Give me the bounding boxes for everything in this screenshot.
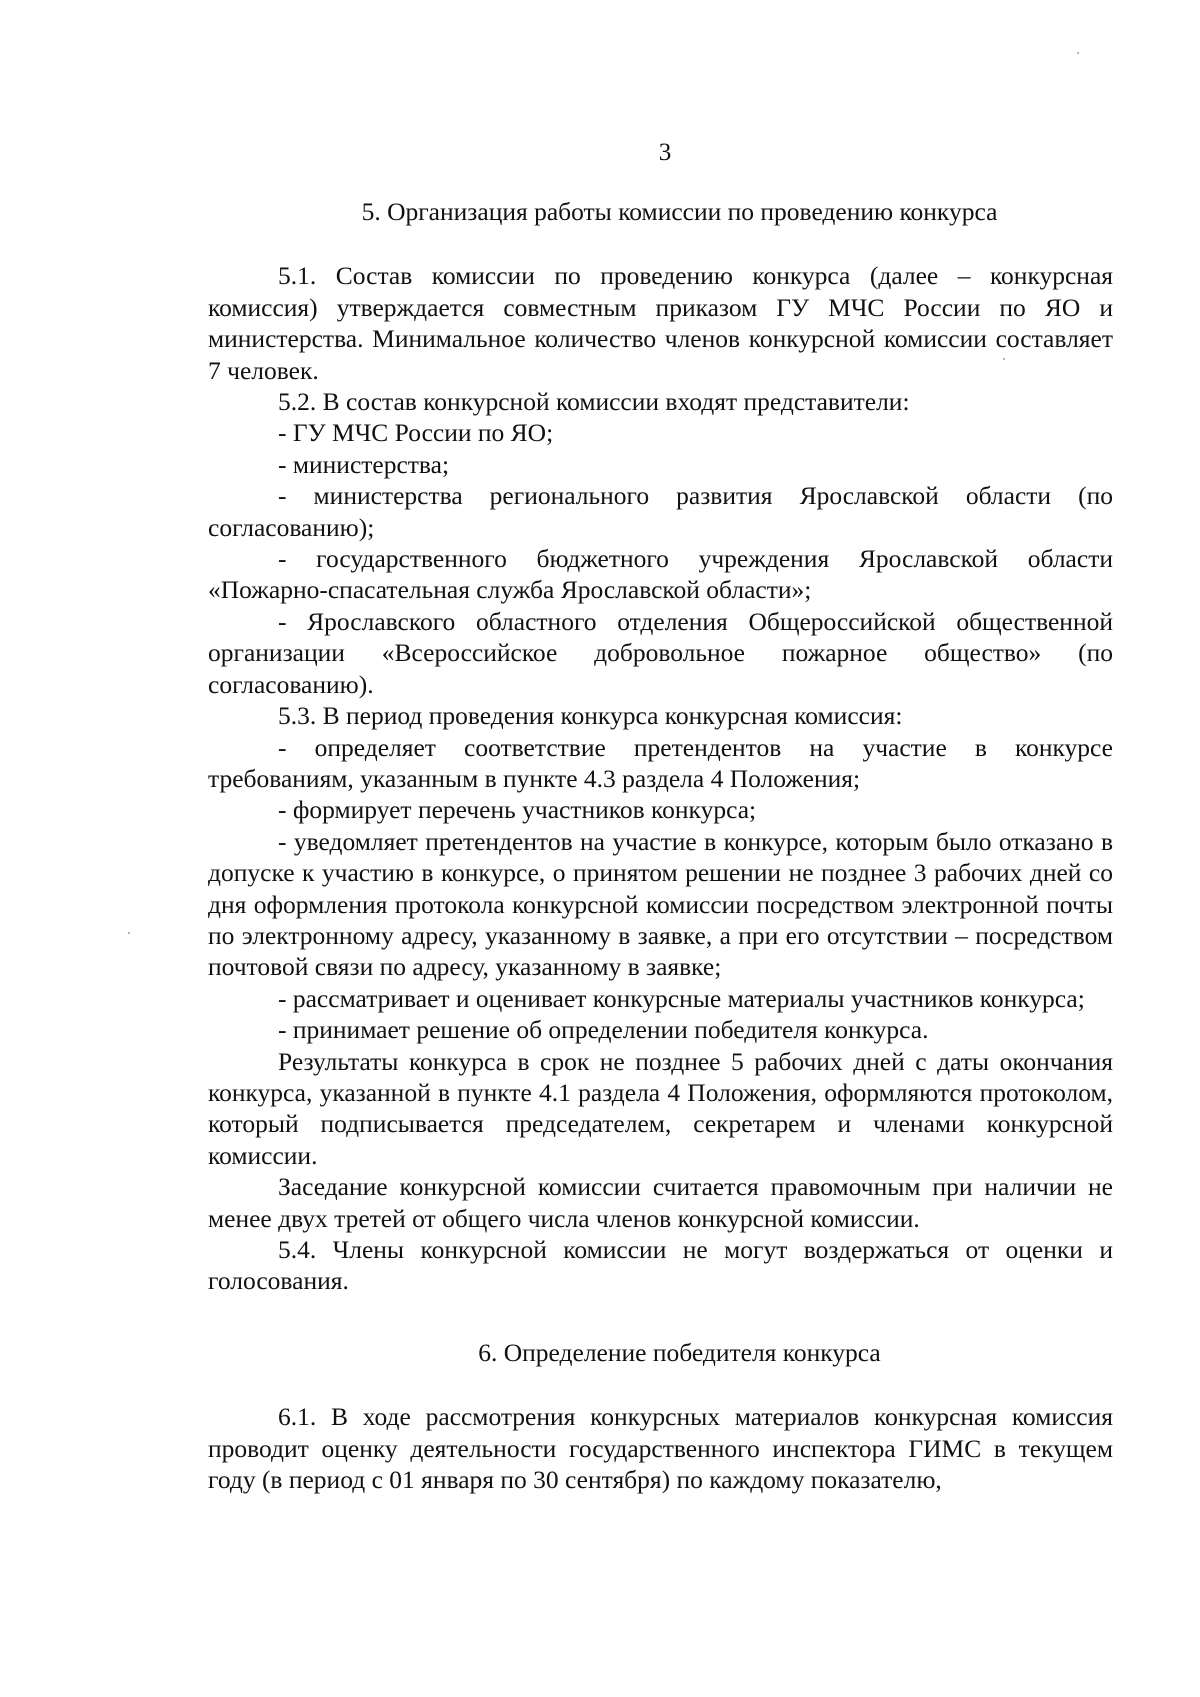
paragraph-5-2: 5.2. В состав конкурсной комиссии входят представители: xyxy=(278,387,910,417)
paragraph-5-1: 5.1. Состав комиссии по проведению конкурса (далее – конкурсная комиссия) утверждается совместным приказом ГУ МЧС России по ЯО и министерства. Минимальное количество членов конкурсной комиссии составляет 7 человек. xyxy=(208,261,1113,385)
scan-speck xyxy=(1077,52,1079,54)
list-item-notifies: - уведомляет претендентов на участие в конкурсе, которым было отказано в допуске к участию в конкурсе, о принятом решении не позднее 3 рабочих дней со дня оформления протокола конкурсной комиссии посредством электронной почты по электронному адресу, указанному в заявке, а при его отсутствии – посредством почтовой связи по адресу, указанному в заявке; xyxy=(208,826,1113,982)
list-item-gu-mchs: - ГУ МЧС России по ЯО; xyxy=(278,418,554,448)
list-item-regional-development: - министерства регионального развития Ярославской области (по согласованию); xyxy=(208,481,1113,542)
list-item-fire-rescue-service: - государственного бюджетного учреждения Ярославской области «Пожарно-спасательная служба Ярославской области»; xyxy=(208,544,1113,605)
list-item-determines-compliance: - определяет соответствие претендентов на участие в конкурсе требованиям, указанным в пункте 4.3 раздела 4 Положения; xyxy=(208,732,1113,793)
paragraph-results: Результаты конкурса в срок не позднее 5 рабочих дней с даты окончания конкурса, указанной в пункте 4.1 раздела 4 Положения, оформляются протоколом, который подписывается председателем, секретарем и членами конкурсной комиссии. xyxy=(208,1046,1113,1170)
list-item-voluntary-fire-society: - Ярославского областного отделения Общероссийской общественной организации «Всероссийское добровольное пожарное общество» (по согласованию). xyxy=(208,606,1113,699)
document-body xyxy=(208,196,1113,1495)
paragraph-5-3: 5.3. В период проведения конкурса конкурсная комиссия: xyxy=(278,701,903,731)
scan-speck xyxy=(128,932,130,934)
paragraph-6-1: 6.1. В ходе рассмотрения конкурсных материалов конкурсная комиссия проводит оценку деятельности государственного инспектора ГИМС в текущем году (в период с 01 января по 30 сентября) по каждому показателю, xyxy=(208,1402,1113,1495)
paragraph-quorum: Заседание конкурсной комиссии считается правомочным при наличии не менее двух третей от общего числа членов конкурсной комиссии. xyxy=(208,1172,1113,1233)
section-5-heading: 5. Организация работы комиссии по проведению конкурса xyxy=(361,197,998,226)
list-item-reviews-materials: - рассматривает и оценивает конкурсные материалы участников конкурса; xyxy=(278,983,1085,1013)
page-number: 3 xyxy=(658,139,672,166)
scan-speck xyxy=(1003,358,1005,360)
list-item-ministry: - министерства; xyxy=(278,449,450,479)
list-item-forms-list: - формирует перечень участников конкурса; xyxy=(278,795,757,825)
list-item-decides-winner: - принимает решение об определении победителя конкурса. xyxy=(278,1015,929,1045)
section-6-heading: 6. Определение победителя конкурса xyxy=(478,1337,881,1367)
paragraph-5-4: 5.4. Члены конкурсной комиссии не могут воздержаться от оценки и голосования. xyxy=(208,1235,1113,1296)
